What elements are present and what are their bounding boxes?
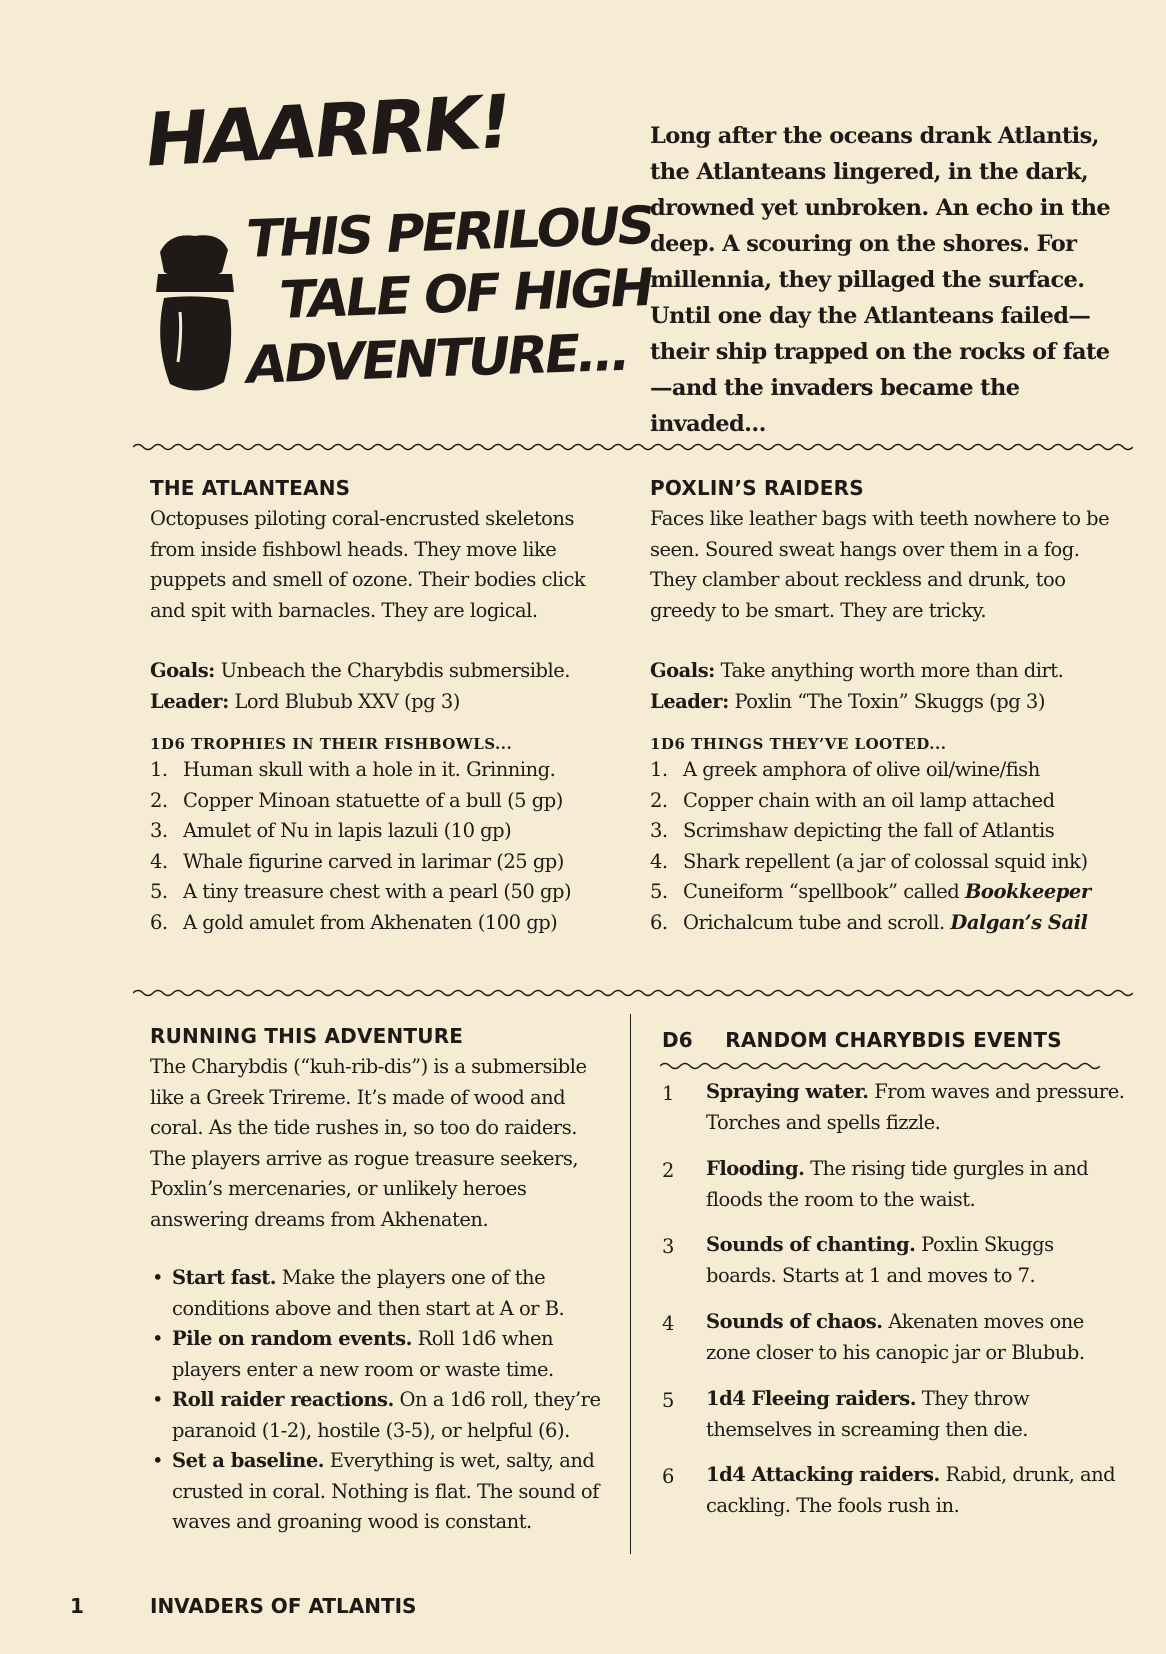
atlanteans-heading: THE ATLANTEANS xyxy=(150,476,351,500)
list-item: 2. Copper Minoan statuette of a bull (5 gp) xyxy=(150,788,563,812)
list-item: 2. Copper chain with an oil lamp attached xyxy=(650,788,1055,812)
atlanteans-section xyxy=(150,476,620,938)
title-line-4: ADVENTURE... xyxy=(242,322,632,396)
leader-label: Leader: xyxy=(150,689,229,713)
list-item: 5. Cuneiform “spellbook” called Bookkeeper xyxy=(650,880,1091,903)
running-section xyxy=(150,1024,610,1538)
raiders-description: Faces like leather bags with teeth nowhere to be seen. Soured sweat hangs over them in a fog. They clamber about reckless and drunk, too greedy to be smart. They are tricky. xyxy=(650,507,1110,622)
canopic-jar-icon xyxy=(150,232,240,402)
events-title: RANDOM CHARYBDIS EVENTS xyxy=(725,1028,1062,1052)
events-die: D6 xyxy=(662,1028,693,1052)
list-item: 6. A gold amulet from Akhenaten (100 gp) xyxy=(150,910,558,934)
list-item: • Set a baseline. Everything is wet, salty, and crusted in coral. Nothing is flat. The sound of waves and groaning wood is constant. xyxy=(152,1449,599,1533)
atlanteans-description: Octopuses piloting coral-encrusted skeletons from inside fishbowl heads. They move like puppets and smell of ozone. Their bodies click and spit with barnacles. They are logical. xyxy=(150,507,586,622)
column-divider xyxy=(630,1014,631,1554)
raiders-heading: POXLIN’S RAIDERS xyxy=(650,476,864,500)
wavy-divider xyxy=(133,442,1133,452)
list-item: • Roll raider reactions. On a 1d6 roll, they’re paranoid (1-2), hostile (3-5), or helpful (6). xyxy=(152,1388,601,1442)
list-item: 4. Shark repellent (a jar of colossal squid ink) xyxy=(650,849,1088,873)
goals-value: Unbeach the Charybdis submersible. xyxy=(220,659,570,682)
trophies-heading: 1D6 TROPHIES IN THEIR FISHBOWLS... xyxy=(150,735,513,753)
loot-list xyxy=(650,755,1130,938)
list-item: 1. A greek amphora of olive oil/wine/fish xyxy=(650,758,1040,781)
running-description: The Charybdis (“kuh-rib-dis”) is a submersible like a Greek Trireme. It’s made of wood and coral. As the tide rushes in, so too do raiders. The players arrive as rogue treasure seekers, Poxlin’s mercenaries, or unlikely heroes answering dreams from Akhenaten. xyxy=(150,1055,587,1231)
running-heading: RUNNING THIS ADVENTURE xyxy=(150,1024,464,1048)
atlanteans-goals xyxy=(150,656,620,687)
title-line-3: TALE OF HIGH xyxy=(275,258,655,331)
list-item: • Start fast. Make the players one of the conditions above and then start at A or B. xyxy=(152,1266,565,1320)
atlanteans-leader xyxy=(150,687,620,718)
raiders-goals xyxy=(650,656,1130,687)
goals-label: Goals: xyxy=(150,659,215,682)
loot-heading: 1D6 THINGS THEY’VE LOOTED... xyxy=(650,735,947,753)
list-item: 3. Amulet of Nu in lapis lazuli (10 gp) xyxy=(150,819,512,842)
trophies-list xyxy=(150,755,620,938)
wavy-underline xyxy=(660,1061,1100,1071)
page-number: 1 xyxy=(70,1594,84,1618)
raiders-section xyxy=(650,476,1130,938)
list-item: • Pile on random events. Roll 1d6 when players enter a new room or waste time. xyxy=(152,1327,554,1381)
title-line-1: HAARRK! xyxy=(140,79,515,184)
goals-label: Goals: xyxy=(650,659,715,682)
list-item: 3. Scrimshaw depicting the fall of Atlantis xyxy=(650,819,1055,842)
list-item: 6. Orichalcum tube and scroll. Dalgan’s Sail xyxy=(650,910,1088,934)
running-bullets xyxy=(150,1263,610,1538)
leader-value: Poxlin “The Toxin” Skuggs (pg 3) xyxy=(734,689,1045,713)
list-item: 1. Human skull with a hole in it. Grinning. xyxy=(150,758,556,781)
list-item: 5. A tiny treasure chest with a pearl (50 gp) xyxy=(150,880,572,903)
leader-label: Leader: xyxy=(650,689,729,713)
leader-value: Lord Blubub XXV (pg 3) xyxy=(234,689,460,713)
footer-title: INVADERS OF ATLANTIS xyxy=(150,1594,417,1618)
intro-paragraph: Long after the oceans drank Atlantis, the Atlanteans lingered, in the dark, drowned yet unbroken. An echo in the deep. A scouring on the shores. For millennia, they pillaged the surface. Until one day the Atlanteans failed—their ship trapped on the rocks of fate—and the invaders became the invaded... xyxy=(650,123,1111,437)
list-item: 4. Whale figurine carved in larimar (25 gp) xyxy=(150,849,564,873)
title-line-2: THIS PERILOUS xyxy=(242,195,656,270)
goals-value: Take anything worth more than dirt. xyxy=(720,659,1064,682)
events-heading xyxy=(662,1028,1062,1052)
raiders-leader xyxy=(650,687,1130,718)
wavy-divider xyxy=(133,988,1133,998)
